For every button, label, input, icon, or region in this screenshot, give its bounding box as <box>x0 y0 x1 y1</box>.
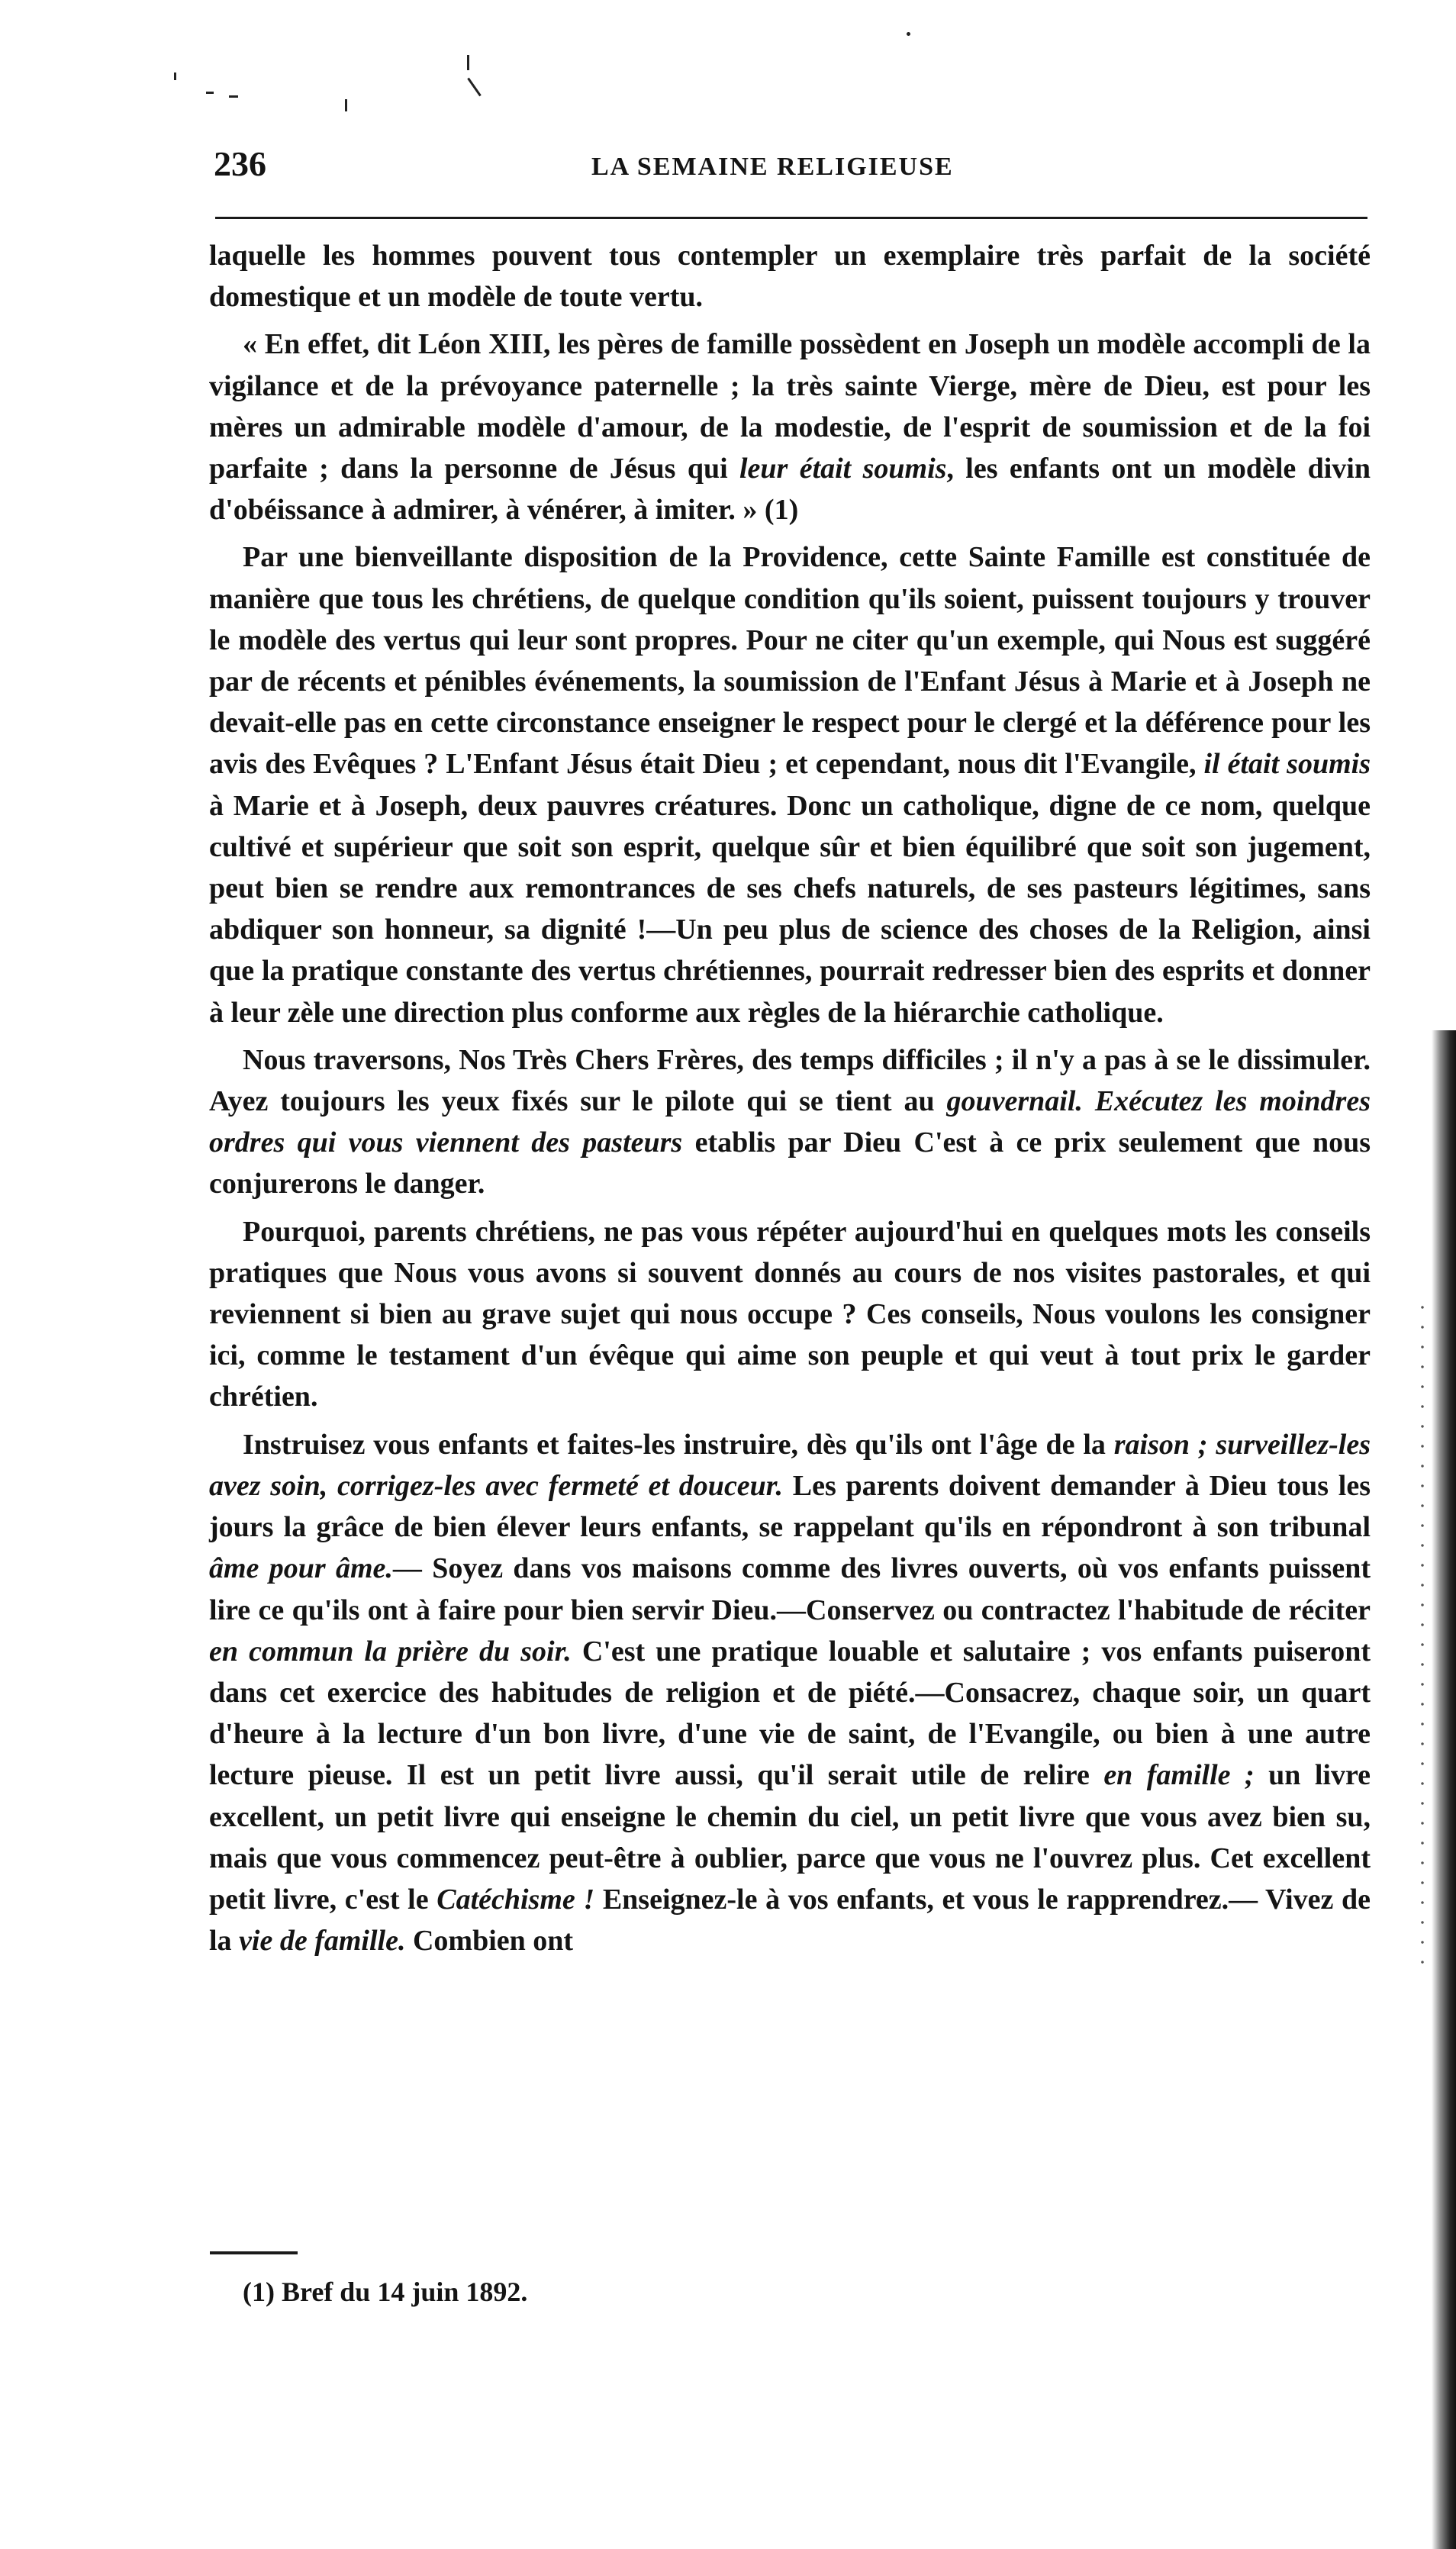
page-number: 236 <box>214 144 266 183</box>
text-run: Combien ont <box>405 1925 574 1958</box>
text-run: — Soyez dans vos maisons comme des livres ouverts, où vos enfants puissent lire ce qu'ils ont à faire pour bien servir Dieu.—Conservez ou contractez l'habitude de réciter <box>209 1552 1371 1626</box>
footnote: (1) Bref du 14 juin 1892. <box>243 2277 528 2307</box>
text-run: , les enfants ont un modèle divin d'obéissance à admirer, à vénérer, à imiter. » (1) <box>209 453 1371 527</box>
text-run: à Marie et à Joseph, deux pauvres créatures. Donc un catholique, digne de ce nom, quelque cultivé et supérieur que soit son esprit, quelque sûr et bien équilibré que soit son jugement, peut bien se rendre aux remontrances de ses chefs naturels, de ses pasteurs légitimes, sans abdiquer son honneur, sa dignité !—Un peu plus de science des choses de la Religion, ainsi que la pratique constante des vertus chrétiennes, pourrait redresser bien des esprits et donner à leur zèle une direction plus conforme aux règles de la hiérarchie catholique. <box>209 789 1371 1029</box>
italic-run: âme pour âme. <box>209 1552 393 1585</box>
italic-run: vie de famille. <box>239 1925 406 1958</box>
text-run: laquelle les hommes pouvent tous contempler un exemplaire très parfait de la société domestique et un modèle de toute vertu. <box>209 240 1371 314</box>
text-run: C'est une pratique louable et salutaire ; vos enfants puiseront dans cet exercice des habitudes de religion et de piété.—Consacrez, chaque soir, un quart d'heure à la lecture d'un bon livre, d'une vie de saint, de l'Evangile, ou bien à une autre lecture pieuse. Il est un petit livre aussi, qu'il serait utile de relire <box>209 1635 1371 1792</box>
body-paragraph <box>209 1039 1371 1205</box>
italic-run: en famille ; <box>1103 1759 1255 1792</box>
text-run: Nous traversons, Nos Très Chers Frères, des temps difficiles ; il n'y a pas à se le dissimuler. Ayez toujours les yeux fixés sur le pilote qui se tient au <box>209 1043 1371 1118</box>
text-run: Les parents doivent demander à Dieu tous les jours la grâce de bien élever leurs enfants, se rappelant qu'ils en répondront à son tribunal <box>209 1469 1371 1544</box>
scan-speck <box>907 32 910 36</box>
text-run: etablis par Dieu C'est à ce prix seulement que nous conjurerons le danger. <box>209 1126 1371 1200</box>
body-text <box>209 235 1371 1961</box>
text-run: Enseignez-le à vos enfants, et vous le rapprendrez.— Vivez de la <box>209 1883 1371 1958</box>
scan-edge <box>1432 1030 1456 2549</box>
italic-run: gouvernail. Exécutez les moindres ordres qui vous viennent des pasteurs <box>209 1085 1371 1159</box>
scan-dots <box>1419 1297 1425 1969</box>
scan-speck <box>206 92 214 94</box>
page-header <box>214 143 1374 189</box>
scan-speck <box>467 55 469 70</box>
text-run: Par une bienveillante disposition de la Providence, cette Sainte Famille est constituée de manière que tous les chrétiens, de quelque condition qu'ils soient, puissent toujours y trouver le modèle des vertus qui leur sont propres. Pour ne citer qu'un exemple, qui Nous est suggéré par de récents et pénibles événements, la soumission de l'Enfant Jésus à Marie et à Joseph ne devait-elle pas en cette circonstance enseigner le respect pour le clergé et la déférence pour les avis des Evêques ? L'Enfant Jésus était Dieu ; et cependant, nous dit l'Evangile, <box>209 541 1371 781</box>
text-run: Instruisez vous enfants et faites-les instruire, dès qu'ils ont l'âge de la <box>243 1428 1114 1461</box>
italic-run: raison ; surveillez-les avez soin, corrigez-les avec fermeté et douceur. <box>209 1428 1371 1502</box>
running-head: LA SEMAINE RELIGIEUSE <box>591 153 954 181</box>
text-run: un livre excellent, un petit livre qui enseigne le chemin du ciel, un petit livre que vous avez bien su, mais que vous commencez peut-être à oublier, parce que vous ne l'ouvrez plus. Cet excellent petit livre, c'est le <box>209 1759 1371 1916</box>
text-run: « En effet, dit Léon XIII, les pères de famille possèdent en Joseph un modèle accompli de la vigilance et de la prévoyance paternelle ; la très sainte Vierge, mère de Dieu, est pour les mères un admirable modèle d'amour, de la modestie, de l'esprit de soumission et de la foi parfaite ; dans la personne de Jésus qui <box>209 328 1371 485</box>
scan-speck <box>467 78 482 97</box>
scan-speck <box>174 73 176 80</box>
body-paragraph <box>209 1211 1371 1418</box>
body-paragraph <box>209 537 1371 1033</box>
header-rule <box>215 217 1367 219</box>
body-paragraph <box>209 235 1371 317</box>
italic-run: leur était soumis <box>739 453 947 485</box>
body-paragraph <box>209 324 1371 530</box>
scan-speck <box>229 95 238 98</box>
scan-speck <box>345 99 347 111</box>
footnote-rule <box>210 2251 298 2254</box>
italic-run: Catéchisme ! <box>436 1883 595 1916</box>
text-run: Pourquoi, parents chrétiens, ne pas vous répéter aujourd'hui en quelques mots les conseils pratiques que Nous vous avons si souvent donnés au cours de nos visites pastorales, et qui reviennent si bien au grave sujet qui nous occupe ? Ces conseils, Nous voulons les consigner ici, comme le testament d'un évêque qui aime son peuple et qui veut à tout prix le garder chrétien. <box>209 1215 1371 1413</box>
italic-run: en commun la prière du soir. <box>209 1635 572 1668</box>
body-paragraph <box>209 1424 1371 1962</box>
italic-run: il était soumis <box>1203 748 1371 781</box>
